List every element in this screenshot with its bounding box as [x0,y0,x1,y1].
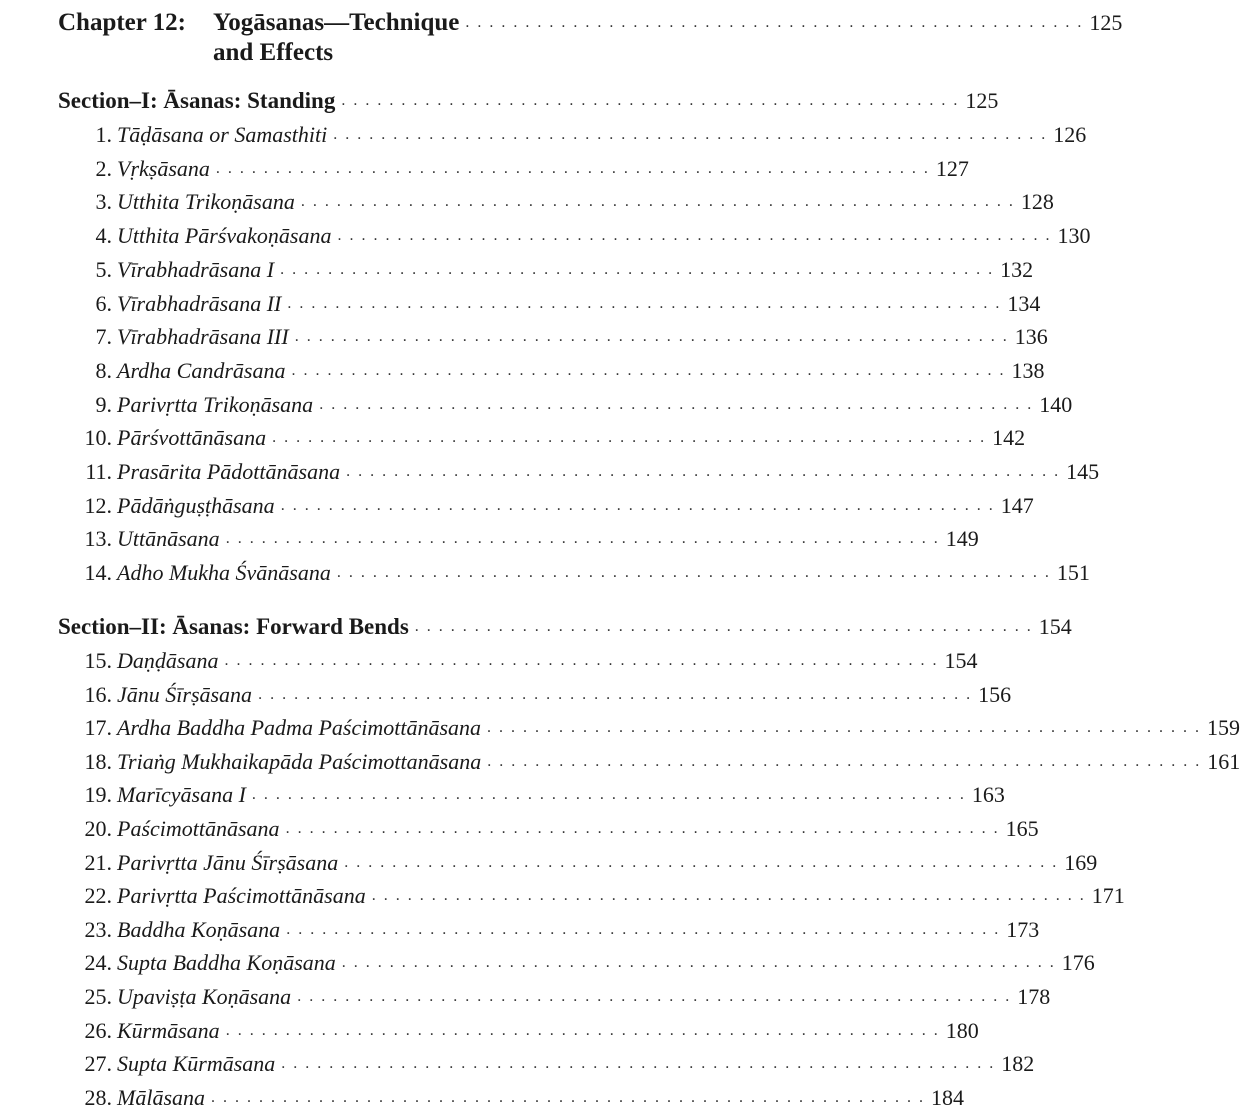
entry-page: 130 [1057,223,1091,249]
entry-line [117,1051,1035,1077]
chapter-label: Chapter 12: [58,9,187,36]
dot-leader: . . . . . . . . . . . . . . . . . . . . . . . . . . . . . . . . . . . . . . . . . . . . . . . . . . . . . . . . . . . . [272,429,987,447]
entry-page: 154 [944,648,978,673]
section-heading [0,80,999,114]
entry-title: Kūrmāsana [117,1017,220,1043]
entry-number: 2. [95,155,112,181]
chapter-title-continued: and Effects [213,39,334,66]
chapter-title: Yogāsanas—Technique [213,9,460,36]
dot-leader: . . . . . . . . . . . . . . . . . . . . . . . . . . . . . . . . . . . . . . . . . . . . . . . . . . . . . . . . . . . . [280,496,995,514]
entry-page: 159 [1207,715,1240,741]
entry-number: 24. [84,950,112,976]
entry-number: 7. [95,324,112,350]
entry-line [117,122,1087,148]
entry-number: 1. [95,122,112,147]
toc-entry [0,640,978,674]
dot-leader: . . . . . . . . . . . . . . . . . . . . . . . . . . . . . . . . . . . . . . . . . . . . . . . . . . . . [341,92,960,109]
dot-leader: . . . . . . . . . . . . . . . . . . . . . . . . . . . . . . . . . . . . . . . . . . . . . . . . . . . . . . . . . . . . [215,159,930,177]
toc-entry [0,451,1100,485]
entry-number: 16. [84,681,112,707]
entry-title: Supta Baddha Koṇāsana [117,950,336,976]
toc-entry [0,909,1040,943]
dot-leader: . . . . . . . . . . . . . . . . . . . . . . . . . . . . . . . . . . . . . . . . . . . . . . . . . . . . . . . . . . . . [280,260,995,278]
entry-page: 134 [1007,290,1041,316]
dot-leader: . . . . . . . . . . . . . . . . . . . . . . . . . . . . . . . . . . . . . . . . . . . . . . . . . . . . . . . . . . . . [319,395,1034,413]
entry-title: Parivṛtta Jānu Śīrṣāsana [117,849,339,875]
toc-entry [0,384,1073,418]
entry-number: 23. [84,916,112,942]
entry-title: Prasārita Pādottānāsana [117,459,341,484]
entry-title: Parivṛtta Trikoṇāsana [117,391,314,417]
entry-page: 184 [931,1084,964,1110]
entry-number: 12. [84,492,112,518]
entry-title: Utthita Trikoṇāsana [117,189,295,215]
toc-entry [0,316,1048,350]
entry-title: Parivṛtta Paścimottānāsana [117,883,366,909]
chapter-heading [0,2,1123,66]
section-heading [0,606,1072,640]
entry-line [117,1017,979,1044]
entry-line [117,849,1098,876]
entry-page: 147 [1000,492,1034,518]
entry-page: 182 [1001,1051,1035,1077]
chapter-title-line [213,9,1123,36]
toc-entry [0,1010,979,1044]
entry-title: Supta Kūrmāsana [117,1051,276,1077]
entry-page: 156 [978,681,1012,707]
entry-number: 3. [95,189,112,215]
toc-entry [0,518,979,552]
entry-number: 20. [84,816,112,841]
entry-page: 151 [1056,560,1090,586]
entry-line [117,459,1100,485]
dot-leader: . . . . . . . . . . . . . . . . . . . . . . . . . . . . . . . . . . . . . . . . . . . . . . . . . . . . . . . . . . . . [211,1088,925,1106]
entry-line [117,391,1073,418]
entry-line [117,357,1045,384]
dot-leader: . . . . . . . . . . . . . . . . . . . . . . . . . . . . . . . . . . . . . . . . . . . . . . . . . . . . . . . . . . . . [291,361,1006,379]
toc-entry [0,674,1012,708]
entry-line [117,155,969,182]
dot-leader: . . . . . . . . . . . . . . . . . . . . . . . . . . . . . . . . . . . . . . . . . . . . . . . . . . . . . . . . . . . . [341,954,1056,972]
entry-number: 11. [85,459,112,484]
entry-page: 161 [1207,748,1240,774]
toc-entry [0,485,1034,519]
entry-page: 138 [1011,357,1045,383]
toc-entry [0,942,1095,976]
dot-leader: . . . . . . . . . . . . . . . . . . . . . . . . . . . . . . . . . . . . . . . . . . . . . . . . . . . . . . . . . . . . [337,227,1052,245]
entry-title: Tāḍāsana or Samasthiti [117,122,328,147]
dot-leader: . . . . . . . . . . . . . . . . . . . . . . . . . . . . . . . . . . . . . . . . . . . . . . . . . . . . . . . . . . . . [487,752,1202,770]
entry-line [117,526,979,552]
dot-leader: . . . . . . . . . . . . . . . . . . . . . . . . . . . . . . . . . . . . . . . . . . . . . . . . . . . . . . . . . . . . [281,1055,996,1073]
toc-entry [0,976,1051,1010]
toc-entry [0,181,1054,215]
dot-leader: . . . . . . . . . . . . . . . . . . . . . . . . . . . . . . . . . . . . . . . . . . . . . . . . . . . . . . . . . . . . [287,294,1002,312]
entry-number: 13. [84,526,112,552]
entry-line [117,984,1051,1010]
entry-page: 136 [1014,324,1048,350]
dot-leader: . . . . . . . . . . . . . . . . . . . . . . . . . . . . . . . . . . . . . . . . . . . . . . . . . . . . . . . . . . . . [371,887,1086,905]
entry-line [117,681,1012,708]
entry-page: 180 [945,1017,979,1043]
toc-entry [0,1043,1035,1077]
entry-title: Adho Mukha Śvānāsana [117,560,331,586]
section-heading-line [58,614,1072,640]
entry-title: Mālāsana [117,1084,205,1110]
entry-title: Marīcyāsana I [117,782,246,808]
entry-line [117,782,1005,808]
section-title: Section–II: Āsanas: Forward Bends [58,614,409,639]
entry-number: 19. [84,782,112,808]
entry-title: Daṇḍāsana [117,648,219,673]
entry-number: 26. [84,1017,112,1043]
entry-title: Pārśvottānāsana [117,425,267,451]
toc-entry [0,774,1005,808]
dot-leader: . . . . . . . . . . . . . . . . . . . . . . . . . . . . . . . . . . . . . . . . . . . . . . . . . . . . . . . . . . . . [344,853,1059,871]
entry-number: 18. [84,748,112,774]
dot-leader: . . . . . . . . . . . . . . . . . . . . . . . . . . . . . . . . . . . . . . . . . . . . . . . . . . . . . . . . . . . . [224,652,939,669]
entry-title: Uttānāsana [117,526,220,552]
entry-number: 15. [84,648,112,673]
section-heading-line [58,88,999,114]
entry-line [117,560,1090,586]
entry-page: 149 [945,526,979,552]
entry-page: 173 [1006,916,1040,942]
dot-leader: . . . . . . . . . . . . . . . . . . . . . . . . . . . . . . . . . . . . . . . . . . . . . . . . . . . . . . . . . . . . [286,920,1001,938]
entry-line [117,223,1091,249]
dot-leader: . . . . . . . . . . . . . . . . . . . . . . . . . . . . . . . . . . . . . . . . . . . . . . . . . . . . . . . . . . . . [336,564,1051,582]
entry-number: 5. [95,256,112,282]
section-title: Section–I: Āsanas: Standing [58,88,336,113]
dot-leader: . . . . . . . . . . . . . . . . . . . . . . . . . . . . . . . . . . . . . . . . . . . . . . . . . . . . . . . . . . . . [251,786,966,804]
entry-line [117,290,1041,317]
entry-title: Paścimottānāsana [117,816,280,841]
entry-number: 25. [84,984,112,1009]
entry-title: Utthita Pārśvakoṇāsana [117,223,332,249]
dot-leader: . . . . . . . . . . . . . . . . . . . . . . . . . . . . . . . . . . . . . . . . . . . . . . . . . . . . . . . . . . . . [333,126,1048,143]
dot-leader: . . . . . . . . . . . . . . . . . . . . . . . . . . . . . . . . . . . . . . . . . . . . . . . . . . . . . . . . . . . . [487,719,1201,737]
entry-page: 176 [1061,950,1095,976]
entry-title: Vīrabhadrāsana II [117,290,282,316]
toc-entry [0,875,1125,909]
entry-page: 165 [1005,816,1039,841]
entry-page: 142 [992,425,1026,451]
toc-entry [0,707,1240,741]
entry-line [117,189,1054,215]
entry-line [117,256,1034,283]
chapter-page: 125 [1089,10,1123,35]
entry-line [117,1084,964,1111]
entry-line [117,715,1240,741]
entry-page: 178 [1017,984,1051,1009]
entry-number: 14. [84,560,112,586]
entry-title: Ardha Baddha Padma Paścimottānāsana [117,715,481,741]
dot-leader: . . . . . . . . . . . . . . . . . . . . . . . . . . . . . . . . . . . . . . . . . . . . . . . . . . . . . . . . . . . . [297,988,1012,1005]
dot-leader: . . . . . . . . . . . . . . . . . . . . . . . . . . . . . . . . . . . . . . . . . . . . . . . . . . . . . . . . . . . . [258,685,973,703]
entry-title: Pādāṅguṣṭhāsana [117,492,275,518]
entry-title: Vīrabhadrāsana III [117,324,289,350]
entry-page: 126 [1053,122,1087,147]
entry-line [117,883,1125,909]
toc-entry [0,350,1045,384]
entry-line [117,748,1240,775]
entry-page: 128 [1020,189,1054,215]
entry-number: 27. [84,1051,112,1077]
entry-title: Jānu Śīrṣāsana [117,681,253,707]
dot-leader: . . . . . . . . . . . . . . . . . . . . . . . . . . . . . . . . . . . . . . . . . . . . . . . . . . . . . . . . . . . . [300,193,1015,211]
entry-page: 132 [1000,256,1034,282]
entry-number: 28. [84,1084,112,1110]
entry-page: 140 [1039,391,1073,417]
entry-number: 22. [84,883,112,909]
entry-number: 21. [84,849,112,875]
entry-number: 6. [95,290,112,316]
entry-title: Upaviṣṭa Koṇāsana [117,984,292,1009]
toc-entry [0,1077,964,1111]
entry-line [117,816,1039,842]
entry-line [117,492,1034,519]
entry-line [117,425,1026,451]
toc-entry [0,283,1041,317]
toc-entry [0,552,1090,586]
dot-leader: . . . . . . . . . . . . . . . . . . . . . . . . . . . . . . . . . . . . . . . . . . . . . . . . . . . . [465,14,1084,31]
entry-title: Ardha Candrāsana [117,357,286,383]
dot-leader: . . . . . . . . . . . . . . . . . . . . . . . . . . . . . . . . . . . . . . . . . . . . . . . . . . . . . . . . . . . . [346,463,1061,480]
entry-line [117,648,978,674]
entry-title: Baddha Koṇāsana [117,916,281,942]
toc-entry [0,417,1026,451]
toc-entry [0,741,1240,775]
entry-title: Vīrabhadrāsana I [117,256,275,282]
entry-line [117,916,1040,943]
entry-title: Vṛkṣāsana [117,155,210,181]
dot-leader: . . . . . . . . . . . . . . . . . . . . . . . . . . . . . . . . . . . . . . . . . . . . . . . . . . . . . . . . . . . . [225,530,940,548]
entry-number: 10. [84,425,112,451]
entry-number: 4. [95,223,112,249]
entry-page: 163 [971,782,1005,808]
toc-entry [0,808,1039,842]
dot-leader: . . . . . . . . . . . . . . . . . . . . . . . . . . . . . . . . . . . . . . . . . . . . . . . . . . . . . . . . . . . . [285,820,1000,837]
toc-entry [0,215,1091,249]
entry-line [117,324,1048,350]
dot-leader: . . . . . . . . . . . . . . . . . . . . . . . . . . . . . . . . . . . . . . . . . . . . . . . . . . . . [414,618,1033,635]
toc-entry [0,249,1034,283]
entry-number: 8. [95,357,112,383]
entry-page: 169 [1064,849,1098,875]
toc-entry [0,114,1087,148]
entry-page: 127 [935,155,969,181]
dot-leader: . . . . . . . . . . . . . . . . . . . . . . . . . . . . . . . . . . . . . . . . . . . . . . . . . . . . . . . . . . . . [225,1021,940,1039]
toc-entry [0,842,1098,876]
entry-number: 9. [95,391,112,417]
dot-leader: . . . . . . . . . . . . . . . . . . . . . . . . . . . . . . . . . . . . . . . . . . . . . . . . . . . . . . . . . . . . [294,328,1009,346]
entry-title: Triaṅg Mukhaikapāda Paścimottanāsana [117,748,482,774]
entry-page: 145 [1066,459,1100,484]
toc-entry [0,148,969,182]
section-page: 154 [1038,614,1072,639]
entry-line [117,950,1095,976]
entry-page: 171 [1091,883,1125,909]
section-page: 125 [965,88,999,113]
entry-number: 17. [84,715,112,741]
